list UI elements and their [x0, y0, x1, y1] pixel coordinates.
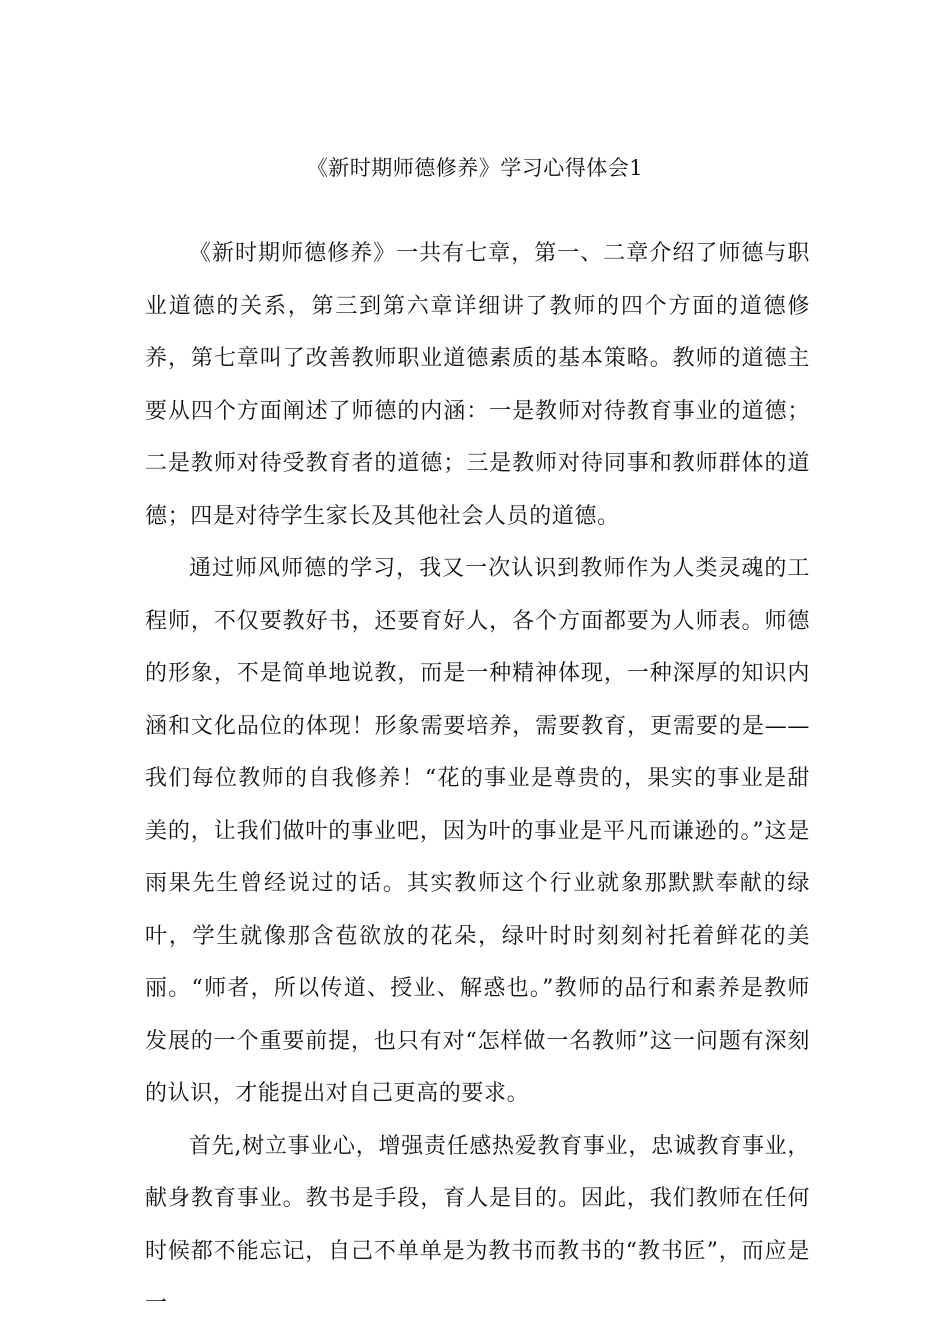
document-title: 《新时期师德修养》学习心得体会1	[306, 156, 644, 180]
paragraph-2: 通过师风师德的学习，我又一次认识到教师作为人类灵魂的工程师，不仅要教好书，还要育好人，各个方面都要为人师表。师德的形象，不是简单地说教，而是一种精神体现，一种深厚的知识内涵和文化品位的体现！形象需要培养，需要教育，更需要的是——我们每位教师的自我修养！“花的事业是尊贵的，果实的事业是甜美的，让我们做叶的事业吧，因为叶的事业是平凡而谦逊的。”这是雨果先生曾经说过的话。其实教师这个行业就象那默默奉献的绿叶，学生就像那含苞欲放的花朵，绿叶时时刻刻衬托着鲜花的美丽。“师者，所以传道、授业、解惑也。”教师的品行和素养是教师发展的一个重要前提，也只有对“怎样做一名教师”这一问题有深刻的认识，才能提出对自己更高的要求。	[145, 556, 810, 1106]
document-body	[145, 228, 810, 1331]
paragraph-1: 《新时期师德修养》一共有七章，第一、二章介绍了师德与职业道德的关系，第三到第六章详细讲了教师的四个方面的道德修养，第七章叫了改善教师职业道德素质的基本策略。教师的道德主要从四个方面阐述了师德的内涵：一是教师对待教育事业的道德；二是教师对待受教育者的道德；三是教师对待同事和教师群体的道德；四是对待学生家长及其他社会人员的道德。	[145, 241, 810, 529]
paragraph-3: 首先,树立事业心，增强责任感热爱教育事业，忠诚教育事业，献身教育事业。教书是手段，育人是目的。因此，我们教师在任何时候都不能忘记，自己不单单是为教书而教书的“教书匠”，而应是一	[145, 1133, 810, 1316]
